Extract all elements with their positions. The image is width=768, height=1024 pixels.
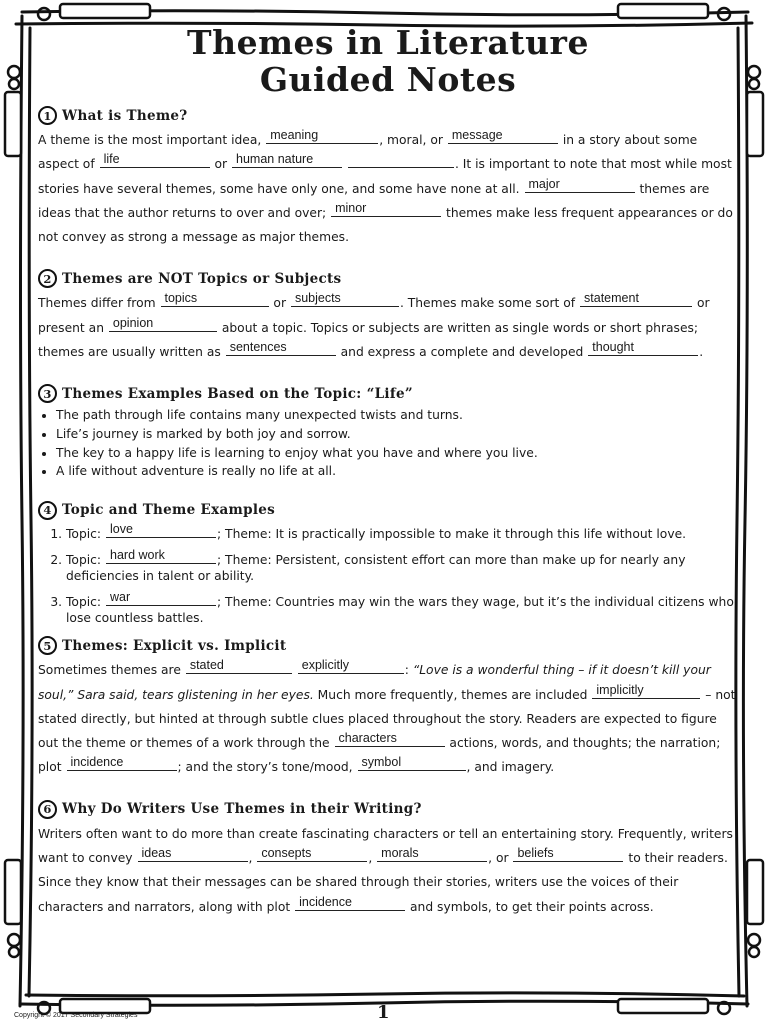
answer-blank: life [100, 154, 210, 168]
section-paragraph: A theme is the most important idea, meaning , moral, or message in a story about some aspect of life or human nature . It is important to note that most while most stories have several themes, some have only one, and some have none at all. major themes are ideas that the author returns to over and over; minor themes make less frequent appearances or do not convey as strong a message as major themes. [38, 128, 733, 245]
section-number-badge: 4 [38, 501, 57, 520]
answer-blank: implicitly [592, 685, 700, 699]
example-list [38, 521, 738, 627]
answer-blank: subjects [291, 293, 399, 307]
list-item: 2. Topic: hard work ; Theme: Persistent, consistent effort can more than make up for nearly any deficiencies in talent or ability. [66, 550, 738, 584]
list-item: • The key to a happy life is learning to enjoy what you have and where you live. [56, 444, 738, 463]
answer-blank: meaning [266, 130, 378, 144]
answer-blank: hard work [106, 550, 216, 564]
example-quote: “Love is a wonderful thing – if it doesn’t kill your soul,” Sara said, tears glistening in her eyes. [38, 663, 711, 702]
section-life-examples [38, 384, 738, 480]
section-heading [38, 501, 738, 520]
section-heading [38, 106, 738, 125]
section-number-badge: 3 [38, 384, 57, 403]
answer-blank: incidence [67, 757, 177, 771]
answer-blank: incidence [295, 897, 405, 911]
page-number: 1 [377, 1002, 390, 1023]
section-what-is-theme [38, 106, 738, 249]
example-list [38, 406, 738, 480]
section-explicit-implicit [38, 636, 738, 779]
answer-blank: consepts [257, 848, 367, 862]
section-heading [38, 636, 738, 655]
answer-blank: characters [335, 733, 445, 747]
section-why-writers-use-themes [38, 800, 738, 919]
copyright-footer: Copyright © 2017 Secondary Strategies [14, 1012, 138, 1019]
answer-blank: sentences [226, 342, 336, 356]
title-line-2: Guided Notes [259, 60, 517, 99]
section-title: Why Do Writers Use Themes in their Writing? [62, 801, 422, 818]
section-heading [38, 384, 738, 403]
answer-blank: statement [580, 293, 692, 307]
list-item: • The path through life contains many unexpected twists and turns. [56, 406, 738, 425]
answer-blank: opinion [109, 318, 217, 332]
answer-blank: thought [588, 342, 698, 356]
answer-blank: war [106, 592, 216, 606]
section-title: Themes: Explicit vs. Implicit [62, 637, 287, 654]
list-item: • A life without adventure is really no life at all. [56, 462, 738, 481]
answer-blank: major [525, 179, 635, 193]
list-item: 3. Topic: war ; Theme: Countries may win the wars they wage, but it’s the individual citizens who lose countless battles. [66, 592, 738, 626]
answer-blank [348, 154, 454, 168]
answer-blank: symbol [358, 757, 466, 771]
section-number-badge: 1 [38, 106, 57, 125]
answer-blank: love [106, 524, 216, 538]
section-paragraph: Writers often want to do more than create fascinating characters or tell an entertaining story. Frequently, writers want to convey ideas , consepts , morals , or beliefs to their readers. Since they know that their messages can be shared through their stories, writers use the voices of their characters and narrators, along with plot incidence and symbols, to get their points across. [38, 826, 733, 914]
answer-blank: morals [377, 848, 487, 862]
section-title: Themes are NOT Topics or Subjects [62, 270, 342, 287]
section-paragraph: Sometimes themes are stated explicitly : “Love is a wonderful thing – if it doesn’t kill your soul,” Sara said, tears glistening in her eyes. Much more frequently, themes are included implicitly – not stated directly, but hinted at through subtle clues placed throughout the story. Readers are expected to figure out the theme or themes of a work through the characters actions, words, and thoughts; the narration; plot incidence ; and the story’s tone/mood, symbol , and imagery. [38, 658, 736, 775]
answer-blank: human nature [232, 154, 342, 168]
page-title [38, 24, 738, 98]
answer-blank: explicitly [298, 660, 404, 674]
section-number-badge: 2 [38, 269, 57, 288]
section-title: Topic and Theme Examples [62, 502, 276, 519]
list-item: 1. Topic: love ; Theme: It is practically impossible to make it through this life without love. [66, 524, 738, 543]
worksheet-content [38, 24, 738, 919]
answer-blank: beliefs [513, 848, 623, 862]
answer-blank: message [448, 130, 558, 144]
section-themes-not-topics [38, 269, 738, 364]
section-heading [38, 800, 738, 819]
answer-blank: minor [331, 203, 441, 217]
list-item: • Life’s journey is marked by both joy and sorrow. [56, 425, 738, 444]
title-line-1: Themes in Literature [187, 23, 589, 62]
section-title: Themes Examples Based on the Topic: “Life” [62, 385, 413, 402]
answer-blank: ideas [138, 848, 248, 862]
answer-blank: stated [186, 660, 292, 674]
section-paragraph: Themes differ from topics or subjects . Themes make some sort of statement or present an opinion about a topic. Topics or subjects are written as single words or short phrases; themes are usually written as sentences and express a complete and developed thought . [38, 291, 710, 360]
section-number-badge: 5 [38, 636, 57, 655]
section-title: What is Theme? [62, 107, 188, 124]
answer-blank: topics [161, 293, 269, 307]
section-number-badge: 6 [38, 800, 57, 819]
section-topic-theme-examples [38, 501, 738, 627]
section-heading [38, 269, 738, 288]
